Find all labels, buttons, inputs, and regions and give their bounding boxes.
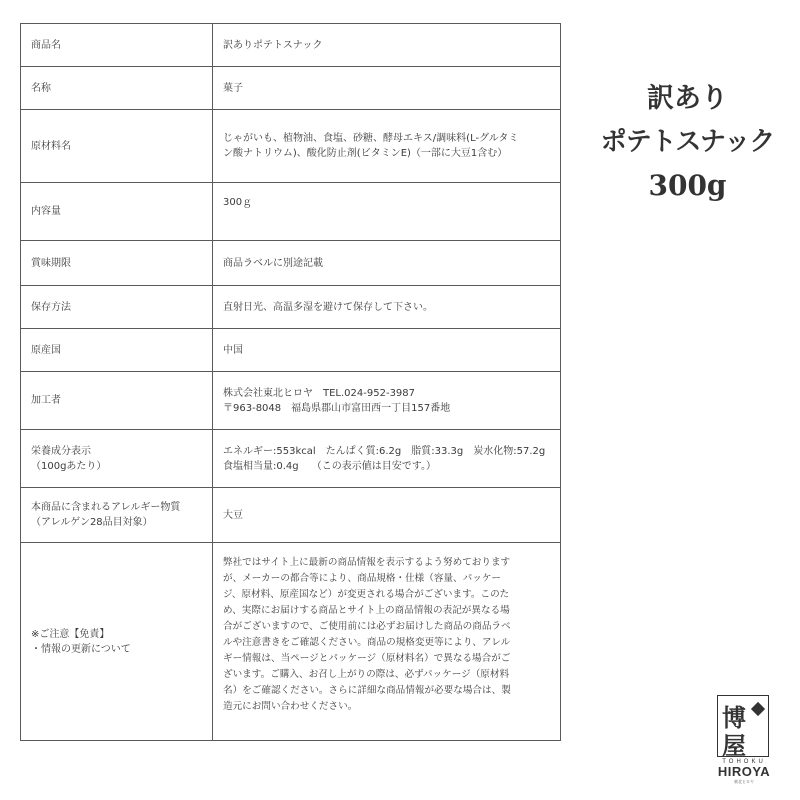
spec-label-line: 賞味期限	[31, 257, 71, 269]
logo-mark-icon	[717, 695, 769, 760]
spec-label-line: ・情報の更新について	[31, 643, 131, 655]
spec-row	[21, 241, 561, 286]
spec-value-line: 〒963-8048 福島県郡山市富田西一丁目157番地	[223, 402, 451, 414]
spec-value-line: 菓子	[223, 82, 243, 94]
spec-label	[21, 24, 213, 67]
spec-value	[213, 24, 561, 67]
spec-label	[21, 183, 213, 241]
spec-label	[21, 67, 213, 110]
spec-label	[21, 110, 213, 183]
spec-value	[213, 329, 561, 372]
spec-value-line: ルや注意書きをご確認ください。商品の規格変更等により、アレル	[223, 637, 511, 648]
spec-value	[213, 183, 561, 241]
spec-value-line: 造元にお問い合わせください。	[223, 701, 358, 712]
spec-value	[213, 488, 561, 543]
spec-value-line: 直射日光、高温多湿を避けて保存して下さい。	[223, 301, 433, 313]
spec-value	[213, 372, 561, 430]
spec-label-line: 加工者	[31, 395, 61, 406]
spec-value-line: じゃがいも、植物油、食塩、砂糖、酵母エキス/調味料(L-グルタミ	[223, 133, 519, 144]
spec-row	[21, 24, 561, 67]
logo-subtitle: TOHOKU	[722, 759, 766, 765]
spec-row	[21, 286, 561, 329]
logo-diamond-icon	[751, 702, 765, 716]
spec-row	[21, 329, 561, 372]
spec-label	[21, 430, 213, 488]
spec-label	[21, 488, 213, 543]
spec-label-line: 本商品に含まれるアレルギー物質	[31, 502, 181, 513]
spec-label	[21, 543, 213, 741]
spec-value-line: 弊社ではサイト上に最新の商品情報を表示するよう努めております	[223, 557, 511, 568]
spec-label-line: 保存方法	[31, 301, 71, 313]
spec-label	[21, 329, 213, 372]
spec-value-line: ざいます。ご購入、お召し上がりの際は、必ずパッケージ（原材料	[223, 669, 510, 680]
spec-row	[21, 488, 561, 543]
spec-label-line: 名称	[31, 82, 51, 94]
spec-value	[213, 67, 561, 110]
logo-kanji-top: 博	[722, 703, 746, 732]
spec-value-line: ギー情報は、当ページとパッケージ（原材料名）で異なる場合がご	[223, 653, 511, 664]
spec-label	[21, 372, 213, 430]
spec-value	[213, 430, 561, 488]
spec-value-line: 商品ラベルに別途記載	[223, 257, 323, 269]
spec-value-line: 名）をご確認ください。さらに詳細な商品情報が必要な場合は、製	[223, 685, 511, 696]
spec-label	[21, 241, 213, 286]
product-title-line-2: ポテトスナック	[600, 127, 775, 157]
spec-row	[21, 110, 561, 183]
spec-value	[213, 241, 561, 286]
spec-value	[213, 110, 561, 183]
spec-label-line: 原材料名	[31, 140, 71, 152]
spec-label-line: （アレルゲン28品目対象）	[31, 517, 153, 528]
spec-label-line: 内容量	[31, 206, 61, 217]
spec-label-line: 商品名	[31, 39, 61, 51]
spec-label	[21, 286, 213, 329]
spec-value-line: が、メーカーの都合等により、商品規格・仕様（容量、パッケー	[223, 573, 502, 584]
logo-kanji-bottom: 屋	[722, 731, 746, 760]
spec-row	[21, 183, 561, 241]
spec-label-line: （100gあたり）	[31, 460, 107, 472]
logo-brand: HIROYA	[717, 764, 771, 779]
spec-label-line: 原産国	[31, 344, 61, 356]
spec-value-line: 中国	[223, 344, 243, 356]
spec-value-line: ジ、原材料、原産国など）が変更される場合がございます。このた	[223, 589, 510, 600]
product-title-line-1: 訳あり	[647, 83, 728, 114]
spec-value-line: エネルギー:553kcal たんぱく質:6.2g 脂質:33.3g 炭水化物:57.2g	[223, 445, 546, 457]
spec-row	[21, 67, 561, 110]
spec-value	[213, 286, 561, 329]
spec-value-line: め、実際にお届けする商品とサイト上の商品情報の表記が異なる場	[223, 605, 510, 616]
spec-label-line: 栄養成分表示	[31, 445, 91, 457]
spec-value-line: 食塩相当量:0.4g （この表示値は目安です。）	[223, 460, 436, 472]
spec-value-line: ン酸ナトリウム)、酸化防止剤(ビタミンE)（一部に大豆1含む）	[223, 148, 508, 159]
spec-value-line: 株式会社東北ヒロヤ TEL.024-952-3987	[223, 387, 416, 399]
spec-row	[21, 543, 561, 741]
spec-row	[21, 430, 561, 488]
product-title-line-3: 300g	[648, 169, 727, 202]
spec-value-line: 大豆	[223, 509, 243, 521]
spec-row	[21, 372, 561, 430]
spec-value-line: 合がございますので、ご使用前には必ずお届けした商品の商品ラベ	[223, 621, 511, 632]
spec-value-line: 300ｇ	[223, 197, 253, 208]
product-title	[575, 78, 800, 208]
spec-value	[213, 543, 561, 741]
spec-value-line: 訳ありポテトスナック	[223, 39, 323, 51]
hiroya-logo	[717, 695, 771, 795]
logo-tagline: 東北ヒロヤ	[734, 779, 754, 784]
spec-label-line: ※ご注意【免責】	[31, 628, 110, 640]
product-spec-table	[20, 23, 561, 741]
